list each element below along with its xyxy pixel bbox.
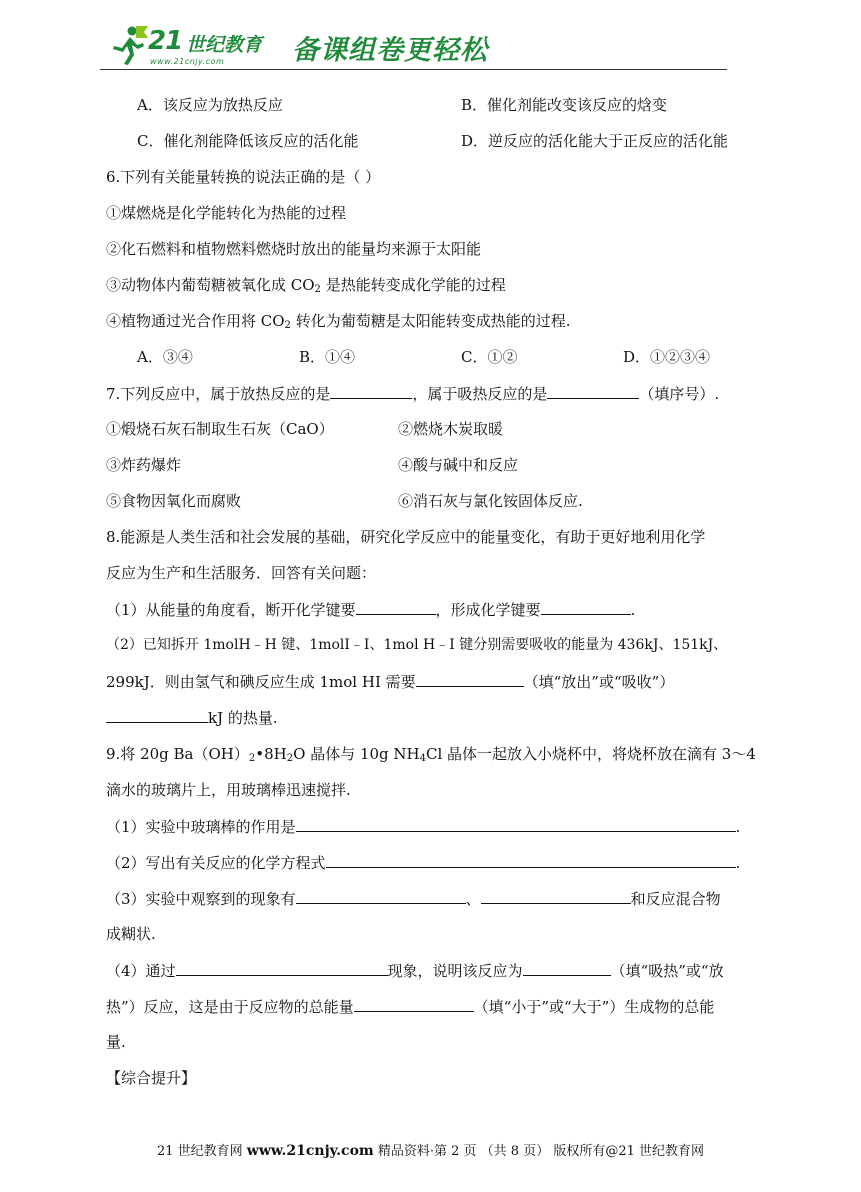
page-footer: [0, 1140, 861, 1159]
page-header: [100, 22, 727, 72]
answer-blank[interactable]: [541, 599, 631, 615]
q9-part-4-line-2: 热”）反应，这是由于反应物的总能量 （填“小于”或“大于”）生成物的总能: [106, 998, 715, 1016]
q9-stem-line-1: 9.将 20g $Ba(OH)_2•8H_2O$ 晶体与 10g $NH_4Cl$ 晶体一起放入小烧杯中，将烧杯放在滴有 3～4: [106, 745, 756, 764]
q8-stem-line-1: 8.能源是人类生活和社会发展的基础，研究化学反应中的能量变化，有助于更好地利用化学: [106, 528, 706, 546]
footer-url[interactable]: www.21cnjy.com: [246, 1143, 374, 1159]
answer-blank[interactable]: [547, 383, 639, 399]
answer-blank[interactable]: [296, 816, 736, 832]
answer-blank[interactable]: [296, 888, 466, 904]
header-slogan: 备课组卷更轻松: [292, 35, 488, 66]
q5-option-d: D．逆反应的活化能大于正反应的活化能: [461, 132, 729, 150]
q9-part-4-line-3: 量.: [106, 1033, 126, 1051]
q6-stem: 6.下列有关能量转换的说法正确的是（ ）: [106, 168, 381, 186]
q9-stem-line-2: 滴水的玻璃片上，用玻璃棒迅速搅拌.: [106, 781, 351, 799]
header-divider: [100, 69, 727, 70]
q6-item-2: ②化石燃料和植物燃料燃烧时放出的能量均来源于太阳能: [106, 240, 482, 258]
q7-item-3: ③炸药爆炸: [106, 456, 182, 474]
answer-blank[interactable]: [176, 960, 388, 976]
q7-stem: 7.下列反应中，属于放热反应的是 ，属于吸热反应的是 （填序号）.: [106, 385, 720, 403]
q7-item-2: ②燃烧木炭取暖: [398, 420, 504, 438]
footer-site: 21 世纪教育网: [156, 1144, 243, 1159]
q8-part-2-line-3: kJ 的热量.: [106, 707, 278, 728]
q6-option-c: C．①②: [461, 348, 518, 366]
q9-part-4: （4）通过 现象，说明该反应为 （填“吸热”或“放: [106, 962, 724, 980]
q6-option-d: D．①②③④: [623, 348, 711, 366]
answer-blank[interactable]: [416, 671, 524, 687]
q9-part-1: （1）实验中玻璃棒的作用是 .: [106, 818, 741, 836]
logo-number: 21: [148, 26, 183, 56]
q5-option-b: B．催化剂能改变该反应的焓变: [461, 96, 668, 114]
q8-stem-line-2: 反应为生产和生活服务．回答有关问题：: [106, 564, 377, 582]
footer-copyright: 精品资料·第 2 页 （共 8 页） 版权所有@21 世纪教育网: [377, 1144, 705, 1159]
q8-part-1: （1）从能量的角度看，断开化学键要 ，形成化学键要 .: [106, 601, 636, 619]
answer-blank[interactable]: [481, 888, 631, 904]
q5-option-c: C．催化剂能降低该反应的活化能: [137, 132, 359, 150]
q9-part-3-line-2: 成糊状.: [106, 925, 156, 943]
logo-url: www.21cnjy.com: [150, 57, 225, 66]
q7-item-6: ⑥消石灰与氯化铵固体反应.: [398, 492, 583, 510]
q6-item-1: ①煤燃烧是化学能转化为热能的过程: [106, 204, 347, 222]
q7-item-4: ④酸与碱中和反应: [398, 456, 519, 474]
answer-blank[interactable]: [330, 383, 412, 399]
q7-item-1: ①煅烧石灰石制取生石灰（CaO）: [106, 420, 334, 438]
answer-blank[interactable]: [106, 707, 208, 723]
q9-part-3: （3）实验中观察到的现象有 、 和反应混合物: [106, 890, 721, 908]
q6-option-b: B．①④: [299, 348, 356, 366]
answer-blank[interactable]: [326, 852, 736, 868]
q6-item-3: ③动物体内葡萄糖被氧化成 $CO_2$ 是热能转变成化学能的过程: [106, 276, 506, 295]
q6-option-a: A．③④: [137, 348, 193, 366]
answer-blank[interactable]: [354, 996, 474, 1012]
q5-option-a: A．该反应为放热反应: [137, 96, 283, 114]
q9-part-2: （2）写出有关反应的化学方程式 .: [106, 854, 741, 872]
q6-item-4: ④植物通过光合作用将 $CO_2$ 转化为葡萄糖是太阳能转变成热能的过程.: [106, 312, 571, 331]
q7-item-5: ⑤食物因氧化而腐败: [106, 492, 242, 510]
section-heading: 【综合提升】: [106, 1069, 197, 1087]
answer-blank[interactable]: [356, 599, 436, 615]
q8-part-2-line-1: （2）已知拆开 1molH﹣H 键、1molI﹣I、1mol H﹣I 键分别需要吸收的能量为 436kJ、151kJ、: [106, 637, 728, 653]
answer-blank[interactable]: [523, 960, 611, 976]
logo-text: 世纪教育: [186, 34, 263, 56]
runner-logo-icon: [106, 24, 150, 68]
q8-part-2-line-2: 299kJ．则由氢气和碘反应生成 1mol HI 需要 （填“放出”或“吸收”）: [106, 673, 675, 691]
